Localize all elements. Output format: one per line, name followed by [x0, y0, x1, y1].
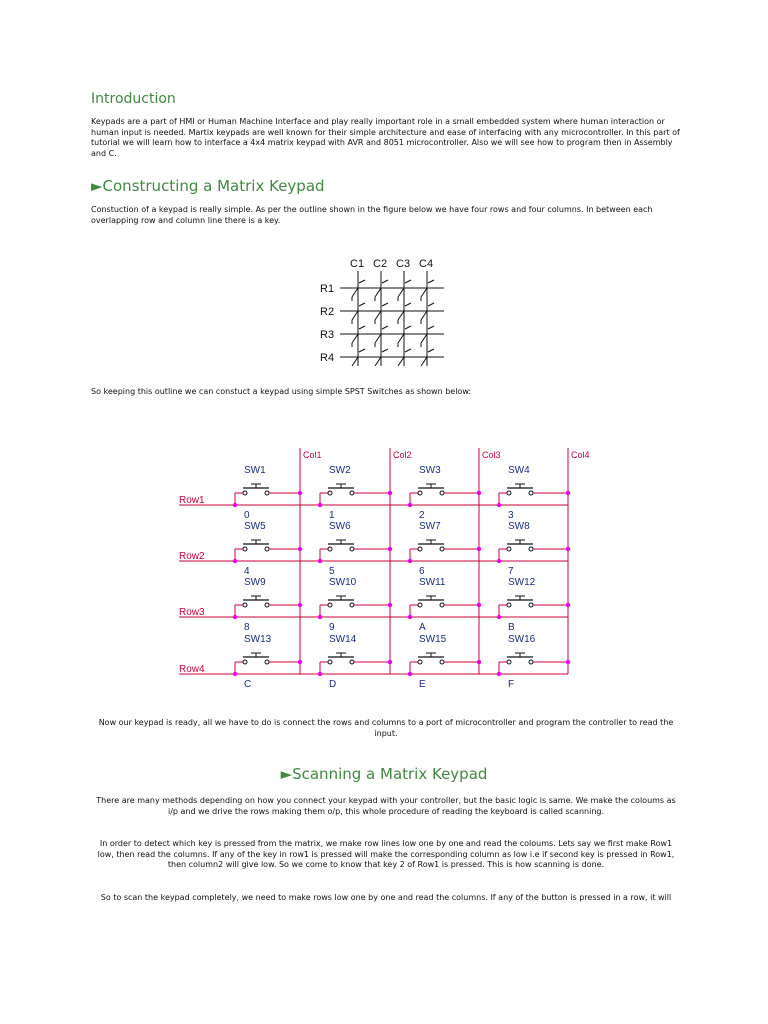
- schematic-row-label: Row4: [179, 664, 205, 675]
- key-label: A: [419, 622, 426, 633]
- switch-label: SW10: [329, 577, 357, 588]
- spst-switch: [235, 484, 300, 505]
- junction-dot: [318, 503, 322, 507]
- spst-switch: [410, 653, 479, 674]
- schematic-row-label: Row3: [179, 607, 205, 618]
- key-label: 4: [244, 566, 250, 577]
- spst-switch: [320, 596, 390, 617]
- spst-switch: [410, 484, 479, 505]
- switch-label: SW1: [244, 465, 266, 476]
- switch-label: SW13: [244, 634, 272, 645]
- key-label: 7: [508, 566, 514, 577]
- outline-col-label: C1: [350, 258, 365, 270]
- scanning-paragraph-2: In order to detect which key is pressed from the matrix, we make row lines low one by one and read the coloums. Lets say we first make Row1 low, then read the columns. If any of the key in row1 is pressed will make the corresponding column as low i.e if second key is pressed in Row1, then column2 will give low. So we come to know that key 2 of Row1 is pressed. This is how scanning is done.: [97, 839, 675, 869]
- schematic-col-label: Col2: [393, 450, 412, 460]
- spst-switch: [499, 596, 568, 617]
- junction-dot: [566, 603, 570, 607]
- switch-label: SW8: [508, 521, 530, 532]
- outline-row-label: R2: [320, 306, 335, 318]
- intro-paragraph: Keypads are a part of HMI or Human Machine Interface and play really important role in a small embedded system where human interaction or human input is needed. Martix keypads are well known for their simple architecture and ease of interfacing with any microcontroller. In this part of tutorial we will learn how to interface a 4x4 matrix keypad with AVR and 8051 microcontroller. Also we will see how to program then in Assembly and C.: [91, 117, 680, 158]
- spst-switch: [235, 653, 300, 674]
- junction-dot: [566, 547, 570, 551]
- switch-label: SW12: [508, 577, 536, 588]
- junction-dot: [318, 615, 322, 619]
- junction-dot: [388, 603, 392, 607]
- junction-dot: [477, 603, 481, 607]
- spst-switch: [320, 484, 390, 505]
- junction-dot: [388, 660, 392, 664]
- constructing-heading: ►Constructing a Matrix Keypad: [91, 177, 325, 195]
- outline-row-label: R3: [320, 329, 335, 341]
- junction-dot: [497, 503, 501, 507]
- scanning-heading: ►Scanning a Matrix Keypad: [280, 765, 488, 783]
- outline-col-label: C4: [419, 258, 434, 270]
- junction-dot: [408, 503, 412, 507]
- junction-dot: [566, 491, 570, 495]
- outline-col-label: C3: [396, 258, 411, 270]
- key-label: 5: [329, 566, 335, 577]
- junction-dot: [298, 547, 302, 551]
- junction-dot: [318, 672, 322, 676]
- switch-label: SW16: [508, 634, 536, 645]
- junction-dot: [566, 660, 570, 664]
- switch-label: SW3: [419, 465, 441, 476]
- constructing-paragraph: Constuction of a keypad is really simple. As per the outline shown in the figure below we have four rows and four columns. In between each overlapping row and column line there is a key.: [91, 205, 653, 225]
- junction-dot: [477, 491, 481, 495]
- junction-dot: [298, 491, 302, 495]
- junction-dot: [318, 559, 322, 563]
- spst-switch: [410, 540, 479, 561]
- junction-dot: [298, 660, 302, 664]
- outline-row-label: R1: [320, 283, 335, 295]
- spst-switch: [320, 540, 390, 561]
- junction-dot: [233, 559, 237, 563]
- keypad-outline-diagram: [316, 254, 456, 366]
- spst-switch: [499, 484, 568, 505]
- schematic-col-label: Col3: [482, 450, 501, 460]
- switch-label: SW7: [419, 521, 441, 532]
- junction-dot: [298, 603, 302, 607]
- junction-dot: [477, 547, 481, 551]
- outline-caption: So keeping this outline we can constuct a keypad using simple SPST Switches as shown below:: [91, 387, 472, 396]
- key-label: B: [508, 622, 515, 633]
- key-label: 9: [329, 622, 335, 633]
- schematic-row-label: Row1: [179, 495, 205, 506]
- keypad-schematic: [175, 440, 605, 690]
- outline-col-label: C2: [373, 258, 388, 270]
- intro-heading: Introduction: [91, 91, 176, 107]
- junction-dot: [388, 491, 392, 495]
- switch-label: SW2: [329, 465, 351, 476]
- spst-switch: [320, 653, 390, 674]
- key-label: 2: [419, 510, 425, 521]
- junction-dot: [497, 559, 501, 563]
- junction-dot: [233, 503, 237, 507]
- spst-switch: [499, 653, 568, 674]
- key-label: E: [419, 679, 426, 690]
- junction-dot: [408, 672, 412, 676]
- junction-dot: [408, 559, 412, 563]
- scanning-paragraph-1: There are many methods depending on how you connect your keypad with your controller, but the basic logic is same. We make the coloums as i/p and we drive the rows making them o/p, this whole procedure of reading the keyboard is called scanning.: [96, 796, 676, 816]
- scanning-paragraph-3: So to scan the keypad completely, we need to make rows low one by one and read the columns. If any of the button is pressed in a row, it will: [100, 893, 672, 902]
- switch-label: SW5: [244, 521, 266, 532]
- key-label: 8: [244, 622, 250, 633]
- outline-row-label: R4: [320, 352, 335, 364]
- key-label: 1: [329, 510, 335, 521]
- switch-label: SW9: [244, 577, 266, 588]
- junction-dot: [477, 660, 481, 664]
- key-label: 6: [419, 566, 425, 577]
- schematic-col-label: Col4: [571, 450, 590, 460]
- junction-dot: [497, 615, 501, 619]
- switch-label: SW14: [329, 634, 357, 645]
- junction-dot: [233, 615, 237, 619]
- key-label: 0: [244, 510, 250, 521]
- switch-label: SW4: [508, 465, 530, 476]
- junction-dot: [388, 547, 392, 551]
- schematic-caption: Now our keypad is ready, all we have to do is connect the rows and columns to a port of microcontroller and program the controller to read the input.: [98, 718, 674, 738]
- key-label: D: [329, 679, 337, 690]
- key-label: C: [244, 679, 252, 690]
- spst-switch: [235, 596, 300, 617]
- junction-dot: [497, 672, 501, 676]
- spst-switch: [499, 540, 568, 561]
- key-label: 3: [508, 510, 514, 521]
- junction-dot: [408, 615, 412, 619]
- schematic-row-label: Row2: [179, 551, 205, 562]
- switch-label: SW11: [419, 577, 446, 588]
- schematic-col-label: Col1: [303, 450, 322, 460]
- spst-switch: [235, 540, 300, 561]
- switch-label: SW6: [329, 521, 351, 532]
- key-label: F: [508, 679, 515, 690]
- junction-dot: [233, 672, 237, 676]
- switch-label: SW15: [419, 634, 447, 645]
- spst-switch: [410, 596, 479, 617]
